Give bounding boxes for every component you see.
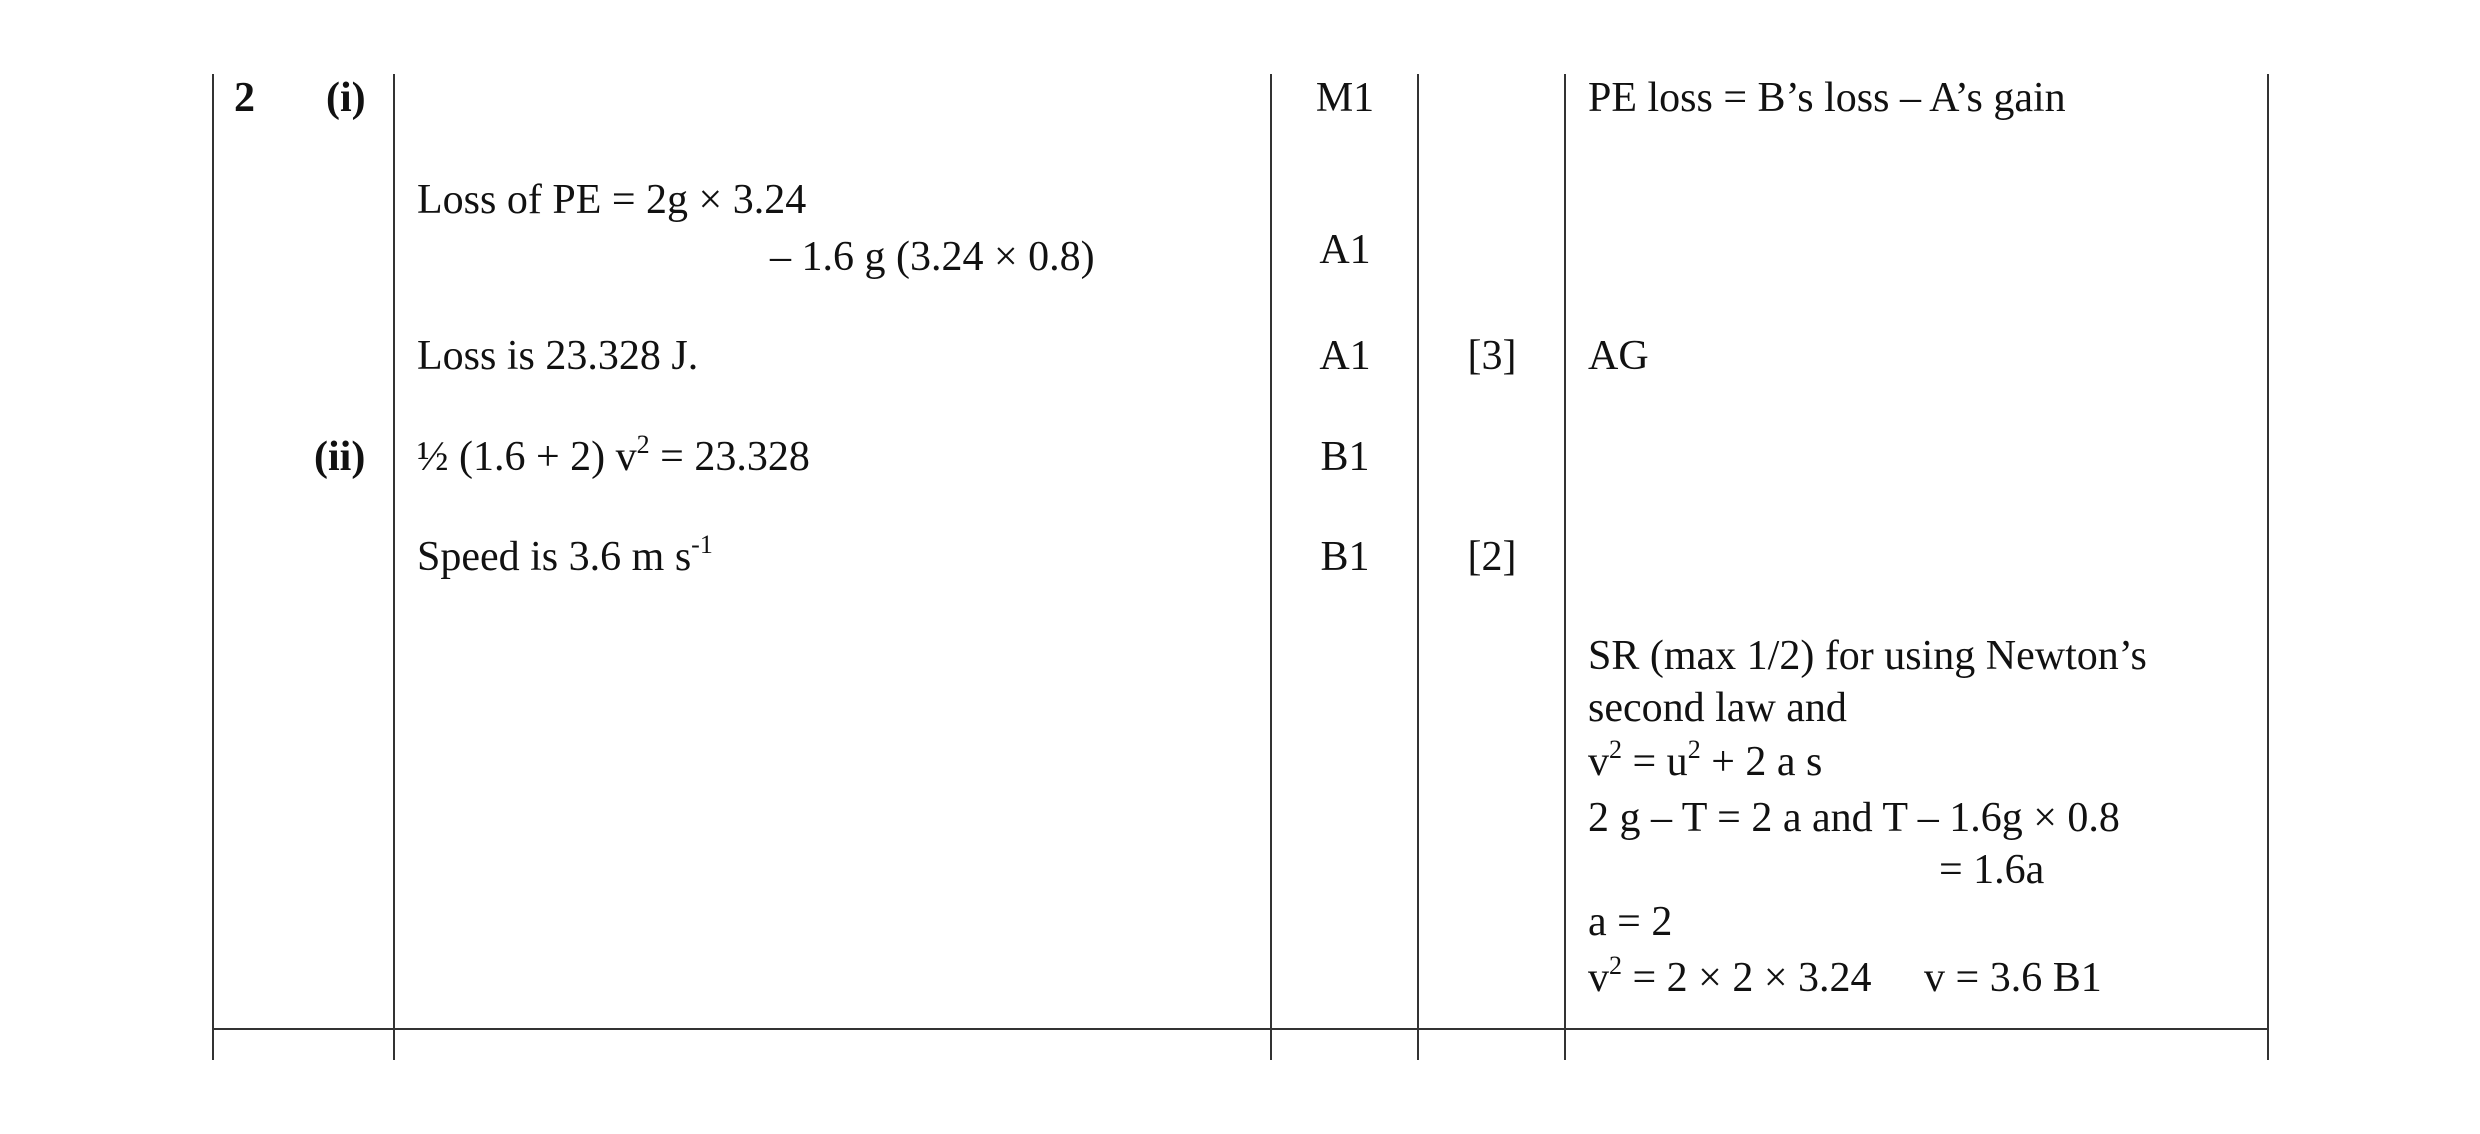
loss-of-pe-line-1: Loss of PE = 2g × 3.24 <box>417 177 807 223</box>
part-label-ii: (ii) <box>314 434 366 480</box>
mark-a1-first: A1 <box>1319 227 1371 273</box>
suvat-u-exponent: 2 <box>1687 735 1701 764</box>
total-part-ii: [2] <box>1467 534 1517 580</box>
acceleration-value: a = 2 <box>1588 899 1673 945</box>
newton-equations-line-1: 2 g – T = 2 a and T – 1.6g × 0.8 <box>1588 795 2120 841</box>
ke-equation-rhs: = 23.328 <box>649 434 810 480</box>
final-v: v <box>1588 955 1609 1001</box>
final-working-rest: = 2 × 2 × 3.24 v = 3.6 B1 <box>1622 955 2102 1001</box>
table-border-left <box>212 74 214 1060</box>
final-v-exponent: 2 <box>1609 951 1622 980</box>
question-number: 2 <box>234 75 255 121</box>
suvat-u: = u <box>1622 739 1688 785</box>
ke-equation-main: ½ (1.6 + 2) v <box>417 434 637 480</box>
total-part-i: [3] <box>1467 333 1517 379</box>
suvat-v-exponent: 2 <box>1609 735 1622 764</box>
final-speed-working <box>1588 951 2102 1002</box>
ke-equation-exponent: 2 <box>636 430 650 459</box>
mark-b1-second: B1 <box>1320 534 1370 580</box>
kinetic-energy-equation <box>417 430 810 481</box>
newton-equations-line-2: = 1.6a <box>1939 847 2045 893</box>
mark-m1: M1 <box>1315 75 1375 121</box>
speed-result-exponent: -1 <box>691 530 713 559</box>
suvat-equation <box>1588 735 1823 786</box>
answer-given-note: AG <box>1588 333 1649 379</box>
loss-of-pe-line-2: – 1.6 g (3.24 × 0.8) <box>770 234 1095 280</box>
table-border-right <box>2267 74 2269 1060</box>
suvat-v: v <box>1588 739 1609 785</box>
mark-b1-first: B1 <box>1320 434 1370 480</box>
table-bottom-rule <box>212 1028 2269 1030</box>
column-divider-answer <box>393 74 395 1060</box>
pe-loss-note: PE loss = B’s loss – A’s gain <box>1588 75 2066 121</box>
special-ruling-line-1: SR (max 1/2) for using Newton’s <box>1588 633 2147 679</box>
speed-result-text: Speed is 3.6 m s <box>417 534 692 580</box>
part-label-i: (i) <box>326 75 366 121</box>
special-ruling-line-2: second law and <box>1588 685 1847 731</box>
mark-a1-second: A1 <box>1319 333 1371 379</box>
speed-result <box>417 530 713 581</box>
suvat-rest: + 2 a s <box>1700 739 1823 785</box>
loss-result: Loss is 23.328 J. <box>417 333 699 379</box>
